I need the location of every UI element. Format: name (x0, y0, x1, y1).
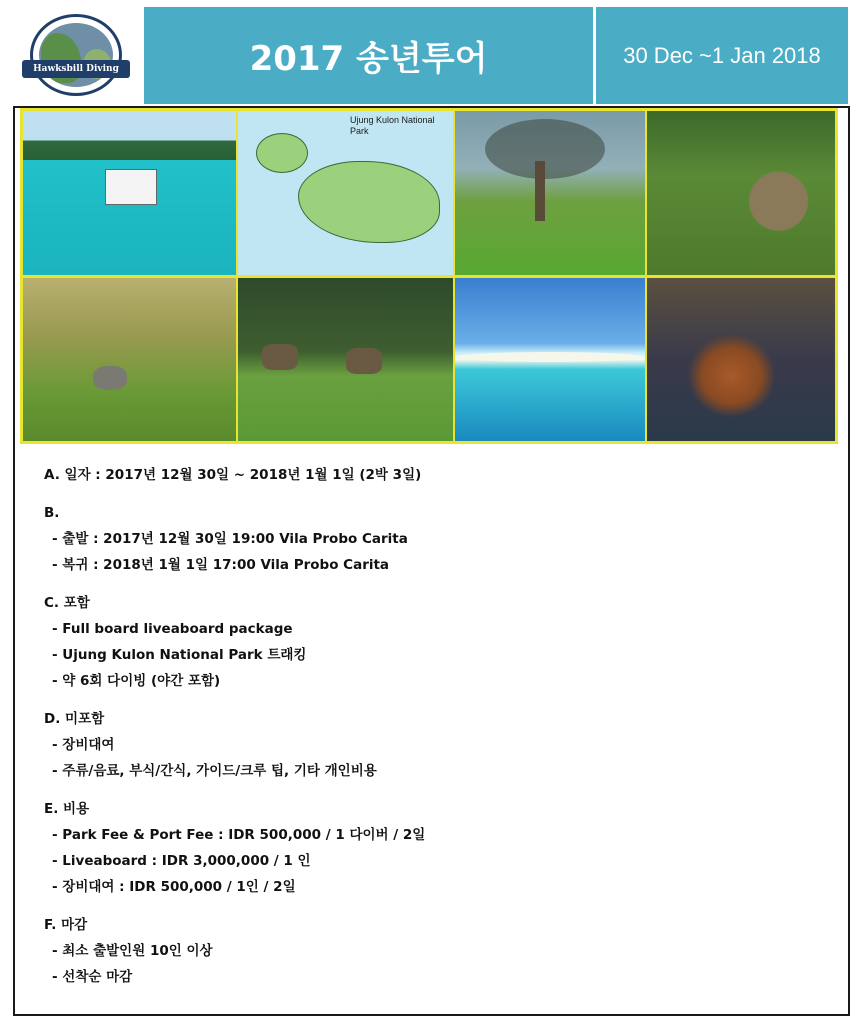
list-item: - Liveaboard : IDR 3,000,000 / 1 인 (52, 853, 311, 869)
list-item: - Full board liveaboard package (52, 621, 293, 637)
ujung-kulon-map (238, 111, 453, 275)
section-date (44, 462, 834, 488)
liveaboard-boat-photo (23, 111, 236, 275)
section-heading: D. 미포함 (44, 711, 105, 727)
list-item: - Park Fee & Port Fee : IDR 500,000 / 1 다이버 / 2일 (52, 827, 426, 843)
section-heading: E. 비용 (44, 801, 90, 817)
section-heading: A. 일자 : 2017년 12월 30일 ~ 2018년 1월 1일 (2박 3일) (44, 467, 422, 483)
section-deadline (44, 912, 834, 990)
header (0, 0, 859, 106)
list-item: - 주류/음료, 부식/간식, 가이드/크루 팁, 기타 개인비용 (52, 763, 377, 779)
logo-emblem (30, 14, 122, 96)
list-item: - 최소 출발인원 10인 이상 (52, 943, 213, 959)
section-included (44, 590, 834, 694)
section-cost (44, 796, 834, 900)
logo-text: Hawksbill Diving (22, 60, 130, 78)
section-not-included (44, 706, 834, 784)
date-range: 30 Dec ~1 Jan 2018 (596, 7, 848, 104)
section-heading: B. (44, 505, 60, 521)
monkey-photo (647, 111, 835, 275)
map-label: Ujung Kulon National Park (350, 115, 435, 136)
list-item: - 장비대여 : IDR 500,000 / 1인 / 2일 (52, 879, 296, 895)
list-item: - Ujung Kulon National Park 트래킹 (52, 647, 307, 663)
beach-sandbar-photo (455, 278, 645, 441)
tree-grassland-photo (455, 111, 645, 275)
deer-photo (238, 278, 453, 441)
section-heading: C. 포함 (44, 595, 90, 611)
page-title: 2017 송년투어 (144, 7, 593, 104)
logo (0, 0, 143, 106)
section-schedule (44, 500, 834, 578)
tour-details (44, 462, 834, 1002)
list-item: - 장비대여 (52, 737, 115, 753)
list-item: - 선착순 마감 (52, 969, 133, 985)
list-item: - 약 6회 다이빙 (야간 포함) (52, 673, 221, 689)
list-item: - 출발 : 2017년 12월 30일 19:00 Vila Probo Carita (52, 531, 408, 547)
list-item: - 복귀 : 2018년 1월 1일 17:00 Vila Probo Carita (52, 557, 390, 573)
lobster-photo (647, 278, 835, 441)
section-heading: F. 마감 (44, 917, 88, 933)
rhino-photo (23, 278, 236, 441)
